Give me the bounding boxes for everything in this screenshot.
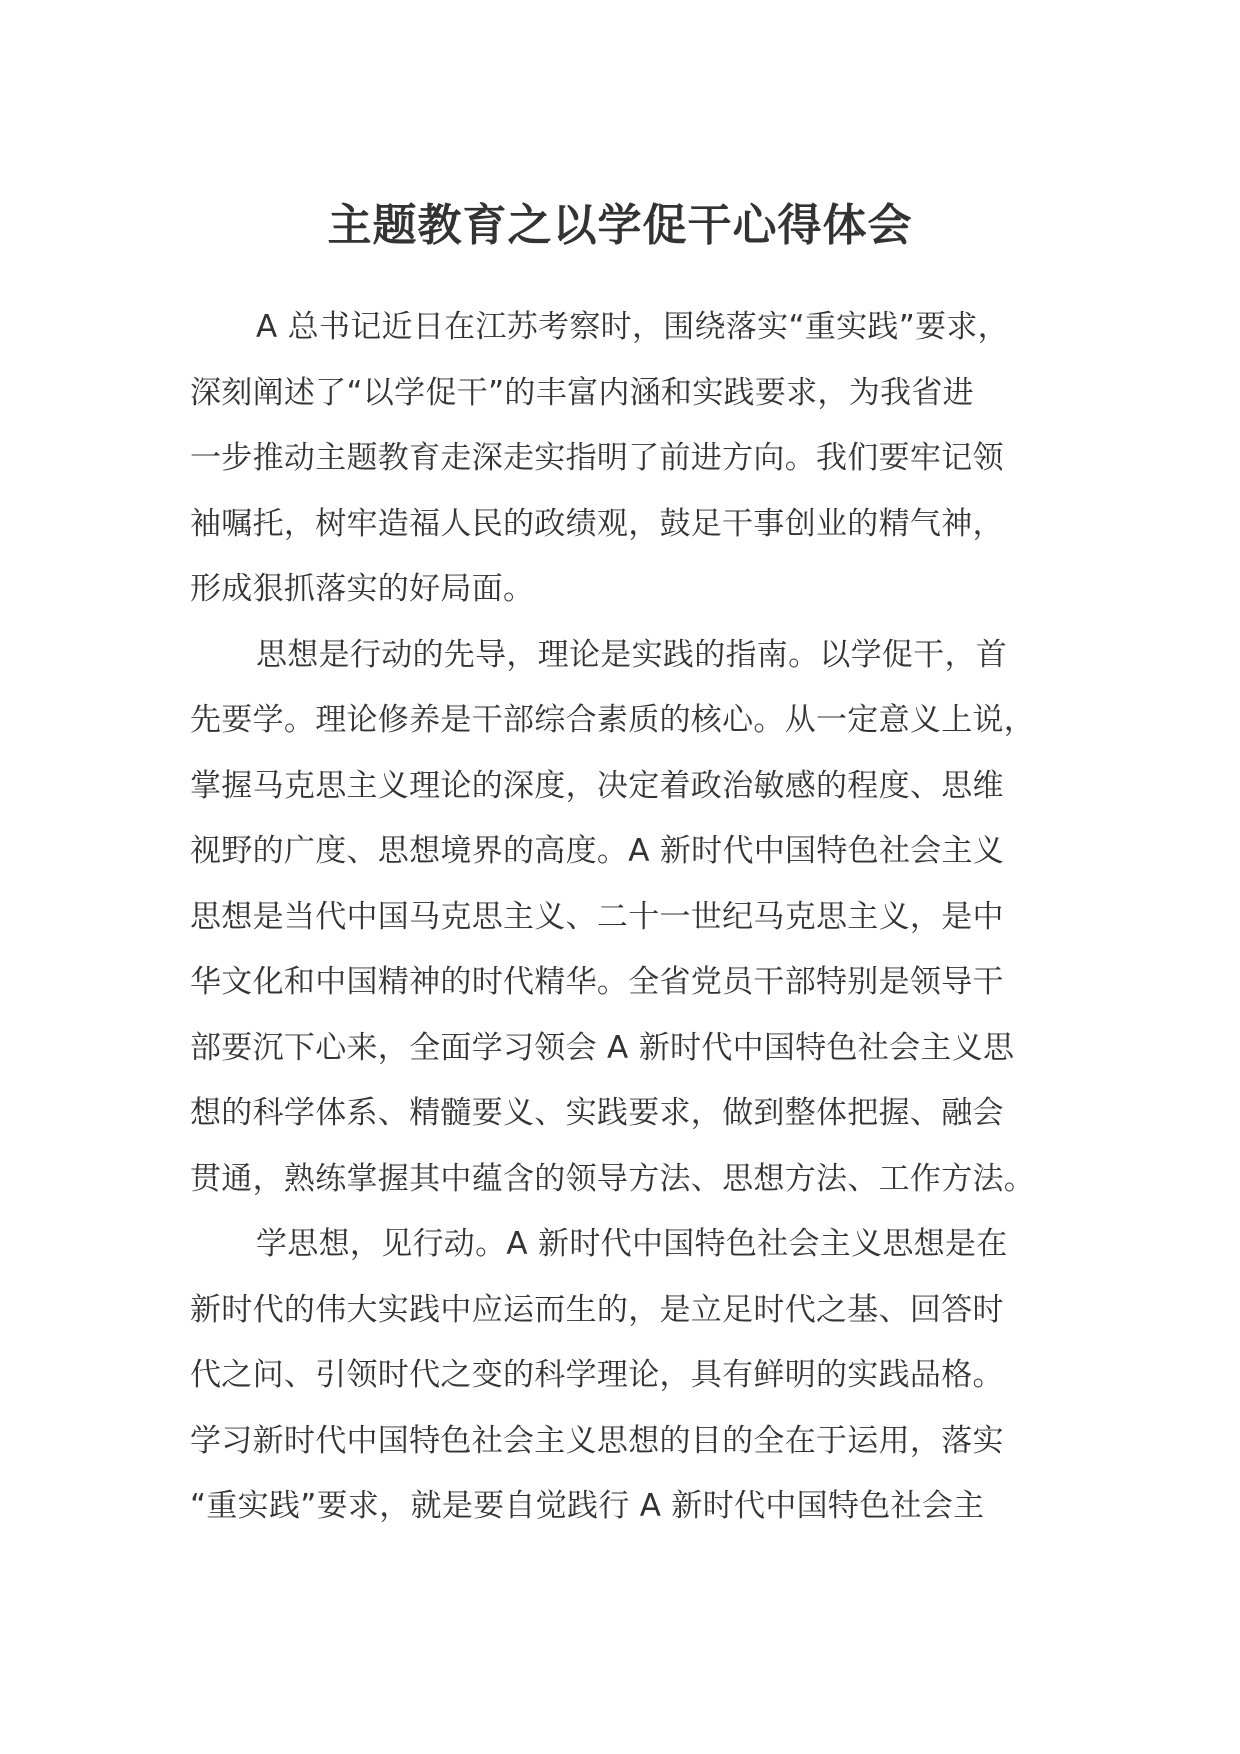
paragraph-3-line-4: 学习新时代中国特色社会主义思想的目的全在于运用，落实 — [190, 1422, 1004, 1459]
paragraph-2-line-2: 先要学。理论修养是干部综合素质的核心。从一定意义上说， — [190, 702, 1036, 738]
paragraph-1-line-1: A 总书记近日在江苏考察时，围绕落实“重实践”要求， — [256, 309, 1009, 345]
paragraph-1-line-3: 一步推动主题教育走深走实指明了前进方向。我们要牢记领 — [190, 440, 1004, 476]
paragraph-2-line-4: 视野的广度、思想境界的高度。A 新时代中国特色社会主义 — [190, 833, 1005, 869]
document-body — [190, 295, 1060, 1540]
paragraph-2-line-7: 部要沉下心来，全面学习领会 A 新时代中国特色社会主义思 — [190, 1029, 1015, 1066]
paragraph-2-line-3: 掌握马克思主义理论的深度，决定着政治敏感的程度、思维 — [190, 767, 1004, 804]
paragraph-2-line-8: 想的科学体系、精髓要义、实践要求，做到整体把握、融会 — [190, 1095, 1004, 1131]
paragraph-3-line-5: “重实践”要求，就是要自觉践行 A 新时代中国特色社会主 — [190, 1488, 985, 1524]
paragraph-1-line-2: 深刻阐述了“以学促干”的丰富内涵和实践要求，为我省进 — [190, 374, 974, 411]
paragraph-3-line-2: 新时代的伟大实践中应运而生的，是立足时代之基、回答时 — [190, 1291, 1004, 1328]
paragraph-2-line-5: 思想是当代中国马克思主义、二十一世纪马克思主义，是中 — [190, 898, 1004, 935]
paragraph-2-line-1: 思想是行动的先导，理论是实践的指南。以学促干，首 — [256, 636, 1008, 673]
paragraph-1-line-4: 袖嘱托，树牢造福人民的政绩观，鼓足干事创业的精气神， — [190, 505, 1004, 542]
paragraph-1-line-5: 形成狠抓落实的好局面。 — [190, 571, 535, 607]
paragraph-2-line-9: 贯通，熟练掌握其中蕴含的领导方法、思想方法、工作方法。 — [190, 1160, 1036, 1197]
paragraph-3-line-3: 代之问、引领时代之变的科学理论，具有鲜明的实践品格。 — [190, 1357, 1004, 1393]
paragraph-2-line-6: 华文化和中国精神的时代精华。全省党员干部特别是领导干 — [190, 964, 1004, 1000]
paragraph-3-line-1: 学思想，见行动。A 新时代中国特色社会主义思想是在 — [256, 1226, 1008, 1262]
document-title: 主题教育之以学促干心得体会 — [327, 200, 913, 251]
